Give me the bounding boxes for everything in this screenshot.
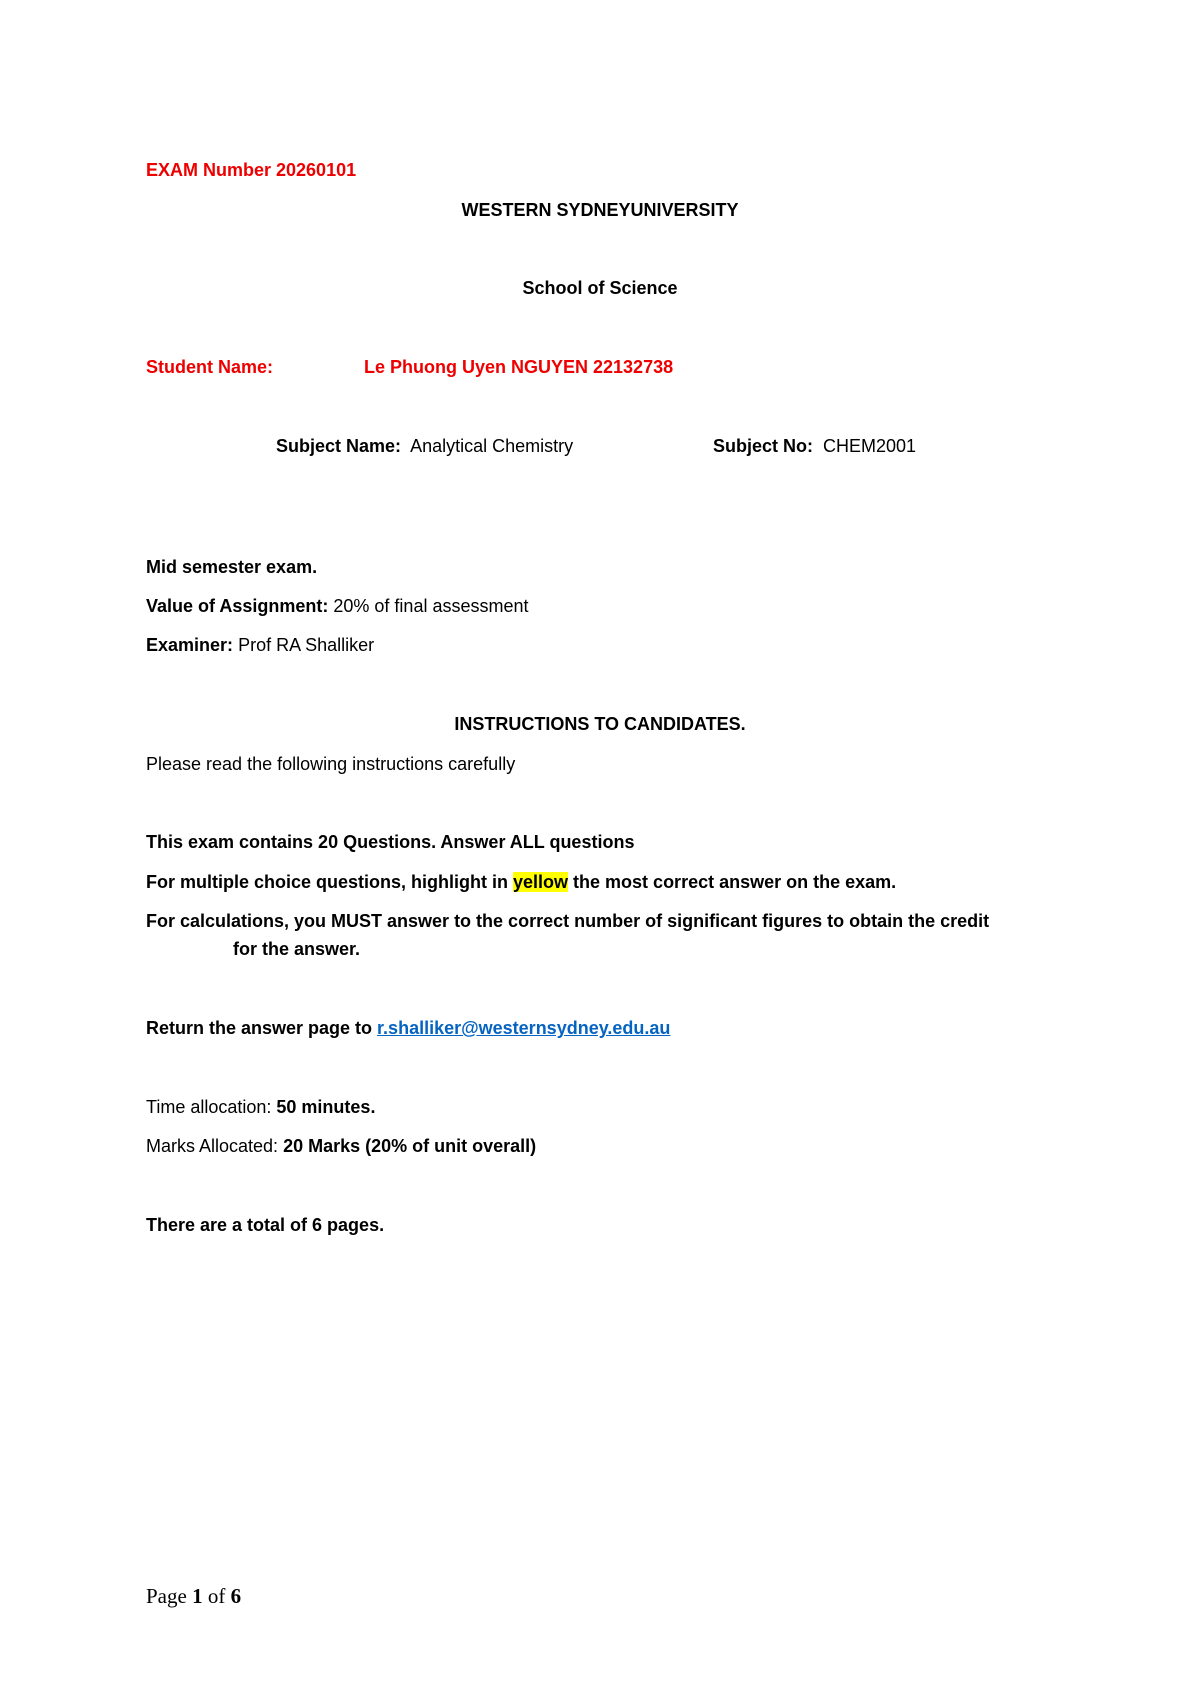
total-pages: There are a total of 6 pages. bbox=[146, 1215, 385, 1235]
university-title: WESTERN SYDNEYUNIVERSITY bbox=[461, 200, 739, 220]
exam-type: Mid semester exam. bbox=[146, 557, 318, 577]
return-text: Return the answer page to bbox=[146, 1018, 378, 1038]
marks-allocated-value: 20 Marks (20% of unit overall) bbox=[283, 1136, 537, 1156]
subject-name-label: Subject Name: bbox=[276, 436, 402, 456]
school-title: School of Science bbox=[522, 278, 678, 298]
exam-number: EXAM Number 20260101 bbox=[146, 160, 357, 180]
instruction-line-2-pre: For multiple choice questions, highlight in bbox=[146, 872, 514, 892]
footer-of-word: of bbox=[207, 1584, 226, 1608]
time-allocation-row bbox=[146, 1097, 375, 1119]
subject-no-label: Subject No: bbox=[713, 436, 814, 456]
assignment-value-row bbox=[146, 596, 529, 618]
footer-total-pages: 6 bbox=[230, 1584, 242, 1608]
instruction-line-3a: For calculations, you MUST answer to the correct number of significant figures to obtain the credit bbox=[146, 911, 990, 931]
instruction-line-2 bbox=[146, 872, 896, 894]
return-line bbox=[146, 1018, 670, 1040]
instruction-line-3b: for the answer. bbox=[233, 939, 361, 959]
student-name-label: Student Name: bbox=[146, 357, 274, 377]
instruction-line-2-post: the most correct answer on the exam. bbox=[568, 872, 897, 892]
instructions-intro: Please read the following instructions carefully bbox=[146, 754, 516, 774]
yellow-highlight: yellow bbox=[513, 872, 569, 892]
student-name-value: Le Phuong Uyen NGUYEN 22132738 bbox=[364, 357, 674, 377]
footer-page-word: Page bbox=[146, 1584, 187, 1608]
return-email-link[interactable]: r.shalliker@westernsydney.edu.au bbox=[377, 1018, 671, 1038]
subject-no-value: CHEM2001 bbox=[823, 436, 917, 456]
footer-page-number: 1 bbox=[192, 1584, 203, 1608]
assignment-value-label: Value of Assignment: bbox=[146, 596, 329, 616]
assignment-value-text: 20% of final assessment bbox=[333, 596, 529, 616]
examiner-value: Prof RA Shalliker bbox=[238, 635, 375, 655]
time-allocation-label: Time allocation: bbox=[146, 1097, 272, 1117]
examiner-label: Examiner: bbox=[146, 635, 234, 655]
marks-allocated-row bbox=[146, 1136, 536, 1158]
marks-allocated-label: Marks Allocated: bbox=[146, 1136, 279, 1156]
time-allocation-value: 50 minutes. bbox=[276, 1097, 376, 1117]
instruction-line-1: This exam contains 20 Questions. Answer ALL questions bbox=[146, 832, 635, 852]
page-footer bbox=[146, 1584, 241, 1609]
subject-name-row bbox=[276, 436, 573, 458]
subject-no-row bbox=[713, 436, 916, 458]
examiner-row bbox=[146, 635, 374, 657]
subject-name-value: Analytical Chemistry bbox=[410, 436, 574, 456]
instructions-heading: INSTRUCTIONS TO CANDIDATES. bbox=[454, 714, 746, 734]
